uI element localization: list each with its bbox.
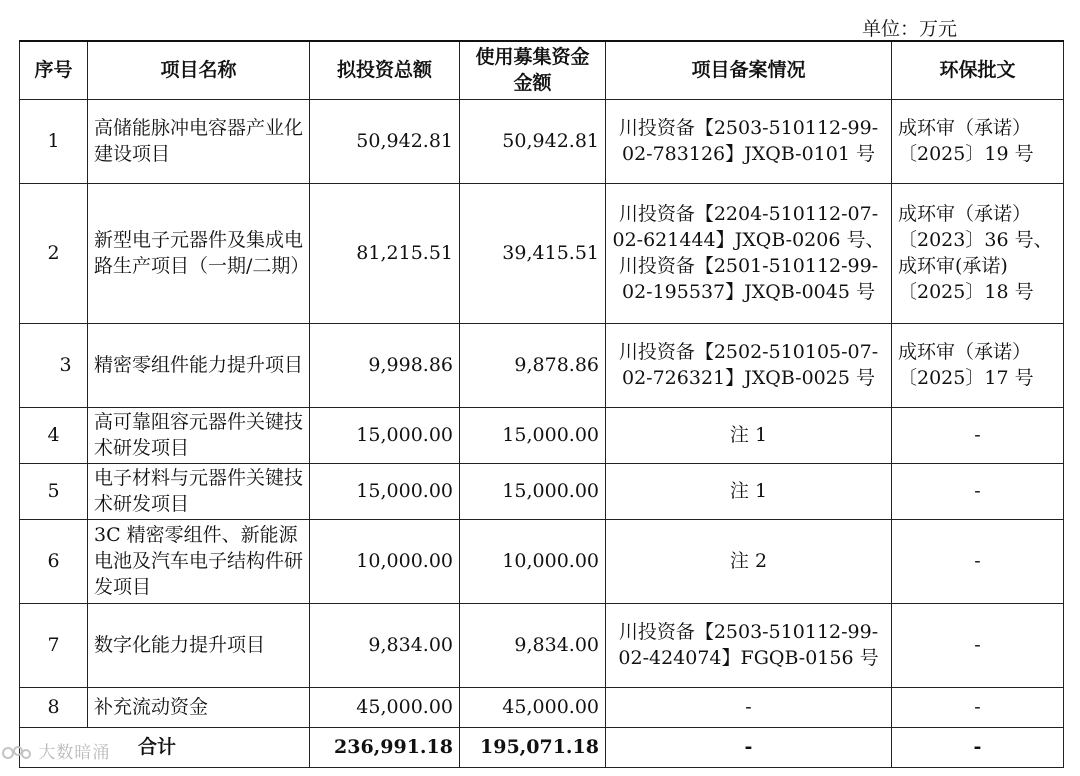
cell-raised: 10,000.00 [460,519,606,603]
table-row [20,99,1064,183]
cell-total: 50,942.81 [310,99,460,183]
cell-name: 补充流动资金 [88,687,310,727]
total-env: - [892,727,1064,767]
cell-filing: - [606,687,892,727]
header-raised-funds: 使用募集资金金额 [460,41,606,99]
cell-raised: 39,415.51 [460,183,606,323]
cell-seq: 4 [20,407,88,463]
table-row [20,407,1064,463]
cell-total: 45,000.00 [310,687,460,727]
cell-raised: 15,000.00 [460,407,606,463]
cell-name: 精密零组件能力提升项目 [88,323,310,407]
cell-seq: 1 [20,99,88,183]
cell-filing: 川投资备【2502-510105-07-02-726321】JXQB-0025 号 [606,323,892,407]
table-row [20,603,1064,687]
cell-raised: 9,834.00 [460,603,606,687]
cell-name: 高可靠阻容元器件关键技术研发项目 [88,407,310,463]
cell-env: - [892,603,1064,687]
watermark-logo-icon [2,744,32,762]
cell-seq: 5 [20,463,88,519]
header-filing: 项目备案情况 [606,41,892,99]
cell-name: 高储能脉冲电容器产业化建设项目 [88,99,310,183]
table-row [20,687,1064,727]
cell-env: - [892,463,1064,519]
cell-total: 10,000.00 [310,519,460,603]
cell-seq: 3 [20,323,88,407]
unit-label: 单位：万元 [862,18,958,40]
cell-raised: 45,000.00 [460,687,606,727]
cell-seq: 8 [20,687,88,727]
total-investment-sum: 236,991.18 [310,727,460,767]
cell-name: 3C 精密零组件、新能源电池及汽车电子结构件研发项目 [88,519,310,603]
total-label: 合计 [20,727,310,767]
watermark [2,738,110,763]
header-name: 项目名称 [88,41,310,99]
cell-total: 15,000.00 [310,463,460,519]
cell-seq: 2 [20,183,88,323]
cell-name: 新型电子元器件及集成电路生产项目（一期/二期） [88,183,310,323]
cell-filing: 川投资备【2503-510112-99-02-783126】JXQB-0101 号 [606,99,892,183]
fundraising-projects-table [19,40,1064,768]
cell-env: 成环审（承诺）〔2025〕19 号 [892,99,1064,183]
cell-name: 数字化能力提升项目 [88,603,310,687]
cell-filing: 川投资备【2503-510112-99-02-424074】FGQB-0156 号 [606,603,892,687]
table-row [20,323,1064,407]
cell-total: 81,215.51 [310,183,460,323]
cell-env: 成环审（承诺）〔2025〕17 号 [892,323,1064,407]
cell-total: 9,998.86 [310,323,460,407]
cell-raised: 50,942.81 [460,99,606,183]
total-filing: - [606,727,892,767]
table-header-row [20,41,1064,99]
table-row [20,183,1064,323]
cell-raised: 15,000.00 [460,463,606,519]
cell-seq: 7 [20,603,88,687]
watermark-text: 大数暗涌 [38,743,111,763]
table-row [20,463,1064,519]
cell-filing: 注 2 [606,519,892,603]
cell-env: - [892,519,1064,603]
cell-env: 成环审（承诺）〔2023〕36 号、成环审(承诺)〔2025〕18 号 [892,183,1064,323]
header-seq: 序号 [20,41,88,99]
cell-filing: 川投资备【2204-510112-07-02-621444】JXQB-0206 号、川投资备【2501-510112-99-02-195537】JXQB-0045 号 [606,183,892,323]
cell-env: - [892,407,1064,463]
total-row [20,727,1064,767]
cell-total: 9,834.00 [310,603,460,687]
cell-filing: 注 1 [606,407,892,463]
cell-name: 电子材料与元器件关键技术研发项目 [88,463,310,519]
table-row [20,519,1064,603]
cell-total: 15,000.00 [310,407,460,463]
header-env-approval: 环保批文 [892,41,1064,99]
cell-seq: 6 [20,519,88,603]
cell-env: - [892,687,1064,727]
cell-filing: 注 1 [606,463,892,519]
header-total-investment: 拟投资总额 [310,41,460,99]
cell-raised: 9,878.86 [460,323,606,407]
total-raised-sum: 195,071.18 [460,727,606,767]
